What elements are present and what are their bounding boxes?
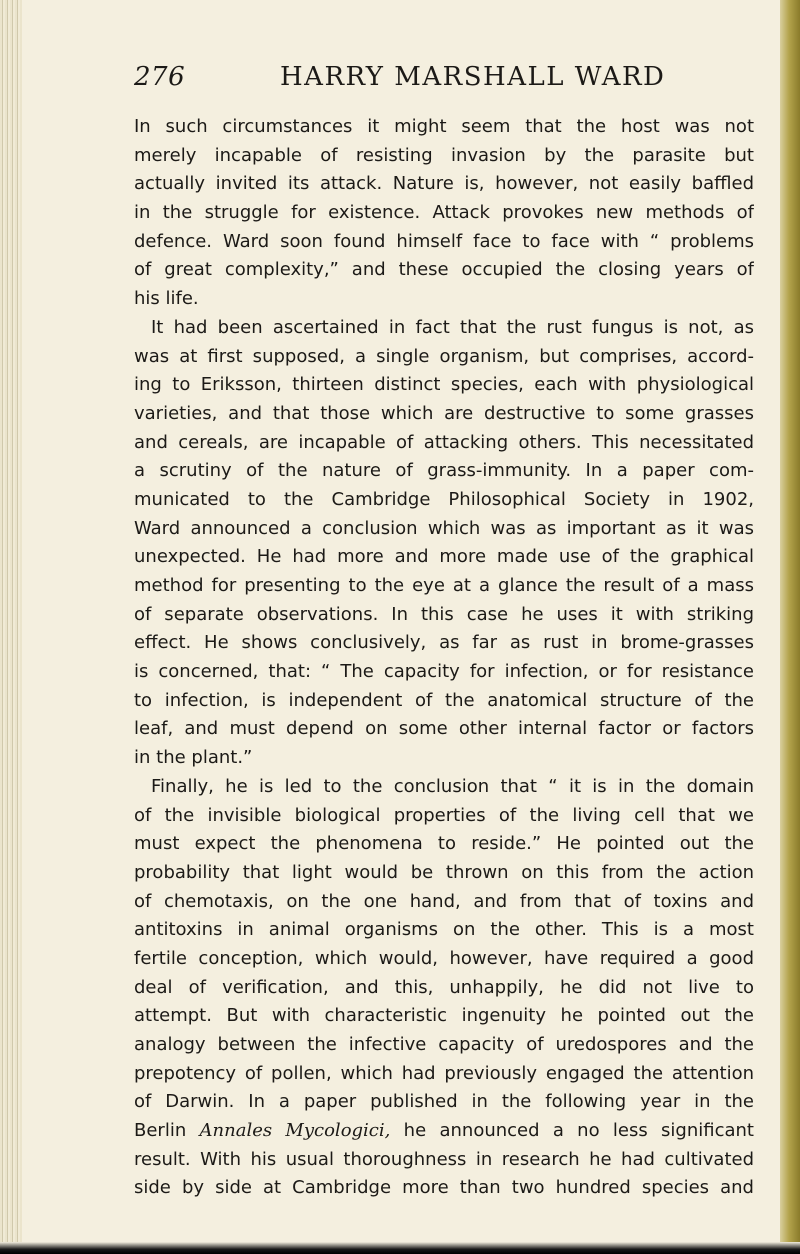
text-line (134, 1117, 754, 1146)
text-line: result. With his usual thoroughness in research he had cultivated (134, 1148, 754, 1170)
text-line: in the struggle for existence. Attack provokes new methods of (134, 202, 754, 224)
text-line: defence. Ward soon found himself face to face with “ problems (134, 230, 754, 252)
running-head (134, 62, 754, 102)
text-line: Finally, he is led to the conclusion that “ it is in the domain (151, 775, 754, 797)
text-line: method for presenting to the eye at a glance the result of a mass (134, 575, 754, 596)
text-line: in the plant.” (134, 747, 253, 769)
text-line: fertile conception, which would, however, have required a good (134, 947, 754, 969)
text-line: unexpected. He had more and more made use of the graphical (134, 546, 754, 568)
text-line: leaf, and must depend on some other internal factor or factors (134, 718, 754, 740)
body-text (134, 113, 754, 1203)
text-line: a scrutiny of the nature of grass-immunity. In a paper com- (134, 460, 754, 482)
text-line: In such circumstances it might seem that the host was not (134, 116, 754, 137)
text-line: ing to Eriksson, thirteen distinct species, each with physiological (134, 374, 754, 396)
text-line: of chemotaxis, on the one hand, and from that of toxins and (134, 890, 754, 912)
text-line: side by side at Cambridge more than two hundred species and (134, 1177, 754, 1199)
text-line: and cereals, are incapable of attacking others. This necessitated (134, 431, 754, 453)
page-number: 276 (134, 62, 186, 92)
text-line: probability that light would be thrown on this from the action (134, 861, 754, 883)
text-line: Ward announced a conclusion which was as important as it was (134, 517, 754, 539)
text-line: his life. (134, 288, 199, 310)
text-line: prepotency of pollen, which had previously engaged the attention (134, 1062, 754, 1084)
text-line: analogy between the infective capacity of uredospores and the (134, 1034, 754, 1055)
page-edge-bottom (0, 1242, 800, 1254)
page-edge-left (0, 0, 22, 1254)
text-line: of separate observations. In this case he uses it with striking (134, 603, 754, 625)
text-line: antitoxins in animal organisms on the other. This is a most (134, 919, 754, 941)
running-title: HARRY MARSHALL WARD (280, 62, 666, 92)
text-line: attempt. But with characteristic ingenuity he pointed out the (134, 1005, 754, 1027)
text-line: effect. He shows conclusively, as far as rust in brome-grasses (134, 632, 754, 654)
journal-title: Annales Mycologici, (199, 1120, 391, 1142)
text-line: was at first supposed, a single organism, but comprises, accord- (134, 345, 754, 367)
text-line: of the invisible biological properties of the living cell that we (134, 804, 754, 826)
page-edge-right (780, 0, 800, 1254)
text-line: must expect the phenomena to reside.” He pointed out the (134, 833, 754, 855)
text-segment: he announced a no less significant (390, 1120, 754, 1142)
text-line: is concerned, that: “ The capacity for infection, or for resistance (134, 661, 754, 683)
text-line: of Darwin. In a paper published in the following year in the (134, 1091, 754, 1113)
text-line: municated to the Cambridge Philosophical Society in 1902, (134, 488, 754, 510)
text-line: deal of verification, and this, unhappily, he did not live to (134, 976, 754, 998)
text-line: actually invited its attack. Nature is, however, not easily baffled (134, 173, 754, 195)
text-line: to infection, is independent of the anatomical structure of the (134, 689, 754, 711)
text-line: merely incapable of resisting invasion by the parasite but (134, 144, 754, 166)
text-line: of great complexity,” and these occupied the closing years of (134, 259, 754, 281)
text-line: varieties, and that those which are destructive to some grasses (134, 402, 754, 424)
text-segment: Berlin (134, 1120, 200, 1142)
text-line: It had been ascertained in fact that the rust fungus is not, as (151, 316, 754, 338)
